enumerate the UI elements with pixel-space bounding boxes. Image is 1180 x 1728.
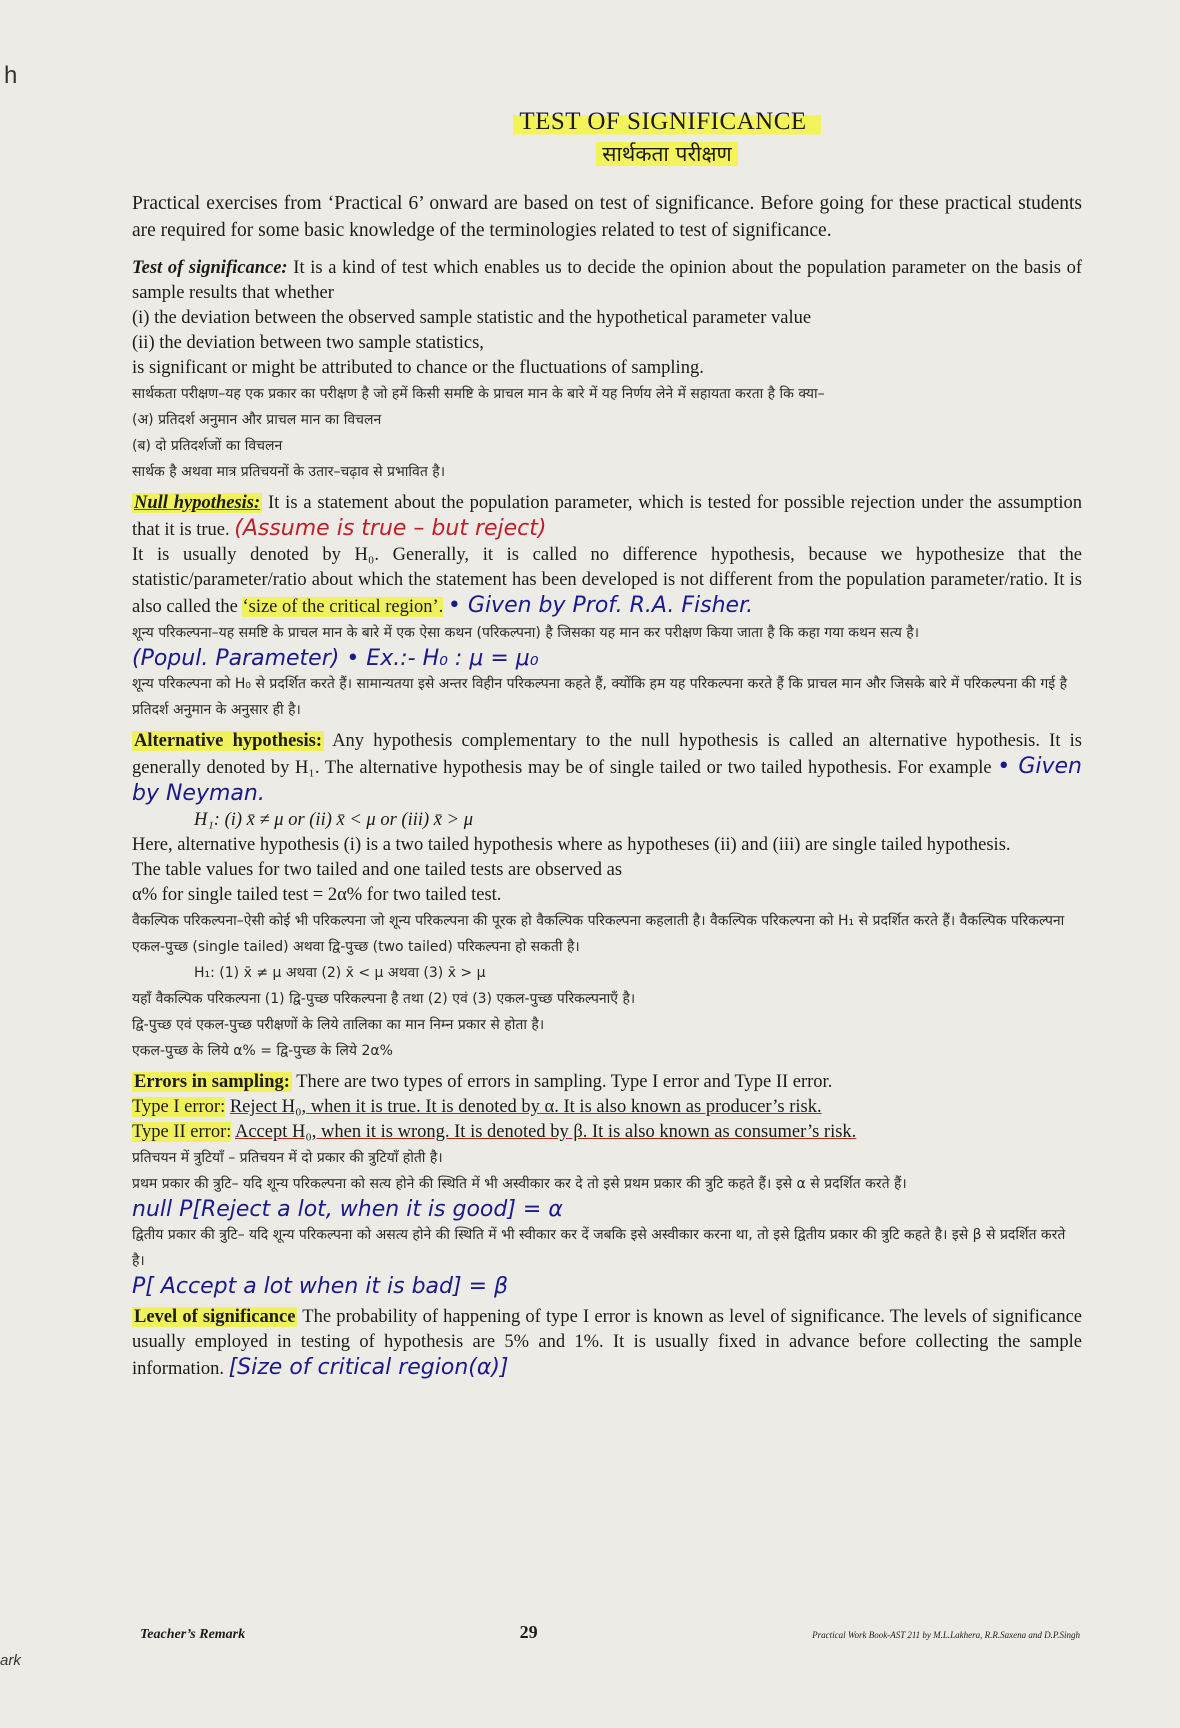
book-credit: Practical Work Book-AST 211 by M.L.Lakhera, R.R.Saxena and D.P.Singh (812, 1630, 1080, 1640)
null-size-phrase: ‘size of the critical region’. (242, 597, 444, 617)
page-title-hindi: सार्थकता परीक्षण (252, 140, 1082, 168)
null-text-2: It is usually denoted by H₀. Generally, it is called no difference hypothesis, because we hypothesize that the statistic/parameter/ratio about which the statement has been developed is not different from the population parameter/ratio. It is also called the (132, 545, 1082, 617)
null-hypothesis-section (132, 491, 1082, 723)
errors-term: Errors in sampling: (134, 1072, 290, 1092)
title-block (252, 108, 1082, 168)
margin-letter-top: h (4, 62, 18, 89)
page-number: 29 (519, 1622, 538, 1642)
intro-paragraph: Practical exercises from ‘Practical 6’ onward are based on test of significance. Before going for these practical students are required for some basic knowledge of the terminologies related to test of significance. (132, 193, 1082, 241)
level-of-significance-section (132, 1305, 1082, 1382)
tos-text: It is a kind of test which enables us to decide the opinion about the population parameter on the basis of sample results that whether (132, 258, 1083, 303)
alt-text-4: α% for single tailed test = 2α% for two tailed test. (132, 885, 502, 905)
page-title: TEST OF SIGNIFICANCE (513, 108, 820, 136)
errors-hindi-1: प्रतिचयन में त्रुटियाँ – प्रतिचयन में दो प्रकार की त्रुटियाँ होती है। (132, 1150, 443, 1166)
tos-hindi-2: (अ) प्रतिदर्श अनुमान और प्राचल मान का विचलन (132, 412, 382, 428)
test-of-significance-section (132, 256, 1082, 485)
alt-hindi-formula: H₁: (1) x̄ ≠ μ अथवा (2) x̄ < μ अथवा (3) x̄ > μ (194, 965, 486, 981)
alt-handwritten-note: • Given by Neyman. (132, 754, 1082, 806)
type1-term: Type I error: (132, 1097, 226, 1117)
alternative-hypothesis-section (132, 729, 1082, 1064)
tos-item-2: (ii) the deviation between two sample statistics, (132, 333, 484, 353)
los-handwritten-note: [Size of critical region(α)] (228, 1355, 509, 1380)
type2-text: Accept H₀, when it is wrong. It is denoted by β. It is also known as consumer’s risk. (234, 1122, 857, 1142)
null-handwritten-note-2: • Given by Prof. R.A. Fisher. (447, 593, 754, 618)
errors-hindi-2: प्रथम प्रकार की त्रुटि– यदि शून्य परिकल्पना को सत्य होने की स्थिति में भी अस्वीकार कर दे तो इसे प्रथम प्रकार की त्रुटि कहते हैं। इसे α से प्रदर्शित करते हैं। (132, 1176, 907, 1192)
tos-term: Test of significance: (132, 258, 288, 278)
alt-formula: H₁: (i) x̄ ≠ μ or (ii) x̄ < μ or (iii) x̄ > μ (194, 810, 474, 830)
los-term: Level of significance (134, 1307, 296, 1327)
errors-handwritten-note-2: P[ Accept a lot when it is bad] = β (132, 1274, 509, 1299)
errors-handwritten-note-1: null P[Reject a lot, when it is good] = α (132, 1197, 563, 1222)
null-hindi-1: शून्य परिकल्पना–यह समष्टि के प्राचल मान के बारे में एक ऐसा कथन (परिकल्पना) है जिसका यह मान कर परीक्षण किया जाता है कि कहा गया कथन सत्य है। (132, 625, 920, 641)
teacher-remark: Teacher’s Remark (140, 1627, 246, 1642)
alt-hindi-1: वैकल्पिक परिकल्पना–ऐसी कोई भी परिकल्पना जो शून्य परिकल्पना की पूरक हो वैकल्पिक परिकल्पना कहलाती है। वैकल्पिक परिकल्पना को H₁ से प्रदर्शित करते हैं। वैकल्पिक परिकल्पना एकल-पुच्छ (single tailed) अथवा द्वि-पुच्छ (two tailed) परिकल्पना हो सकती है। (132, 913, 1065, 955)
errors-hindi-3: द्वितीय प्रकार की त्रुटि– यदि शून्य परिकल्पना को असत्य होने की स्थिति में भी स्वीकार कर दें जबकि इसे अस्वीकार करना था, तो इसे द्वितीय प्रकार की त्रुटि कहते है। इसे β से प्रदर्शित करते है। (132, 1227, 1066, 1269)
type2-term: Type II error: (132, 1122, 232, 1142)
alt-text-2: Here, alternative hypothesis (i) is a two tailed hypothesis where as hypotheses (ii) and (iii) are single tailed hypothesis. (132, 835, 1011, 855)
alt-text-1: Any hypothesis complementary to the null hypothesis is called an alternative hypothesis. It is generally denoted by H₁. The alternative hypothesis may be of single tailed or two tailed hypothesis. For example (132, 731, 1082, 778)
errors-text: There are two types of errors in sampling. Type I error and Type II error. (296, 1072, 833, 1092)
alt-term: Alternative hypothesis: (134, 731, 323, 751)
page-footer (140, 1622, 1080, 1643)
alt-text-3: The table values for two tailed and one tailed tests are observed as (132, 860, 623, 880)
null-hindi-2: शून्य परिकल्पना को H₀ से प्रदर्शित करते हैं। सामान्यतया इसे अन्तर विहीन परिकल्पना कहते हैं, क्योंकि हम यह परिकल्पना करते हैं कि प्राचल मान और जिसके बारे में परिकल्पना की गई है प्रतिदर्श अनुमान के अनुसार ही है। (132, 676, 1068, 718)
null-handwritten-note-1: (Assume is true – but reject) (234, 516, 547, 541)
null-handwritten-note-3: (Popul. Parameter) • Ex.:- H₀ : μ = μ₀ (132, 646, 539, 671)
tos-hindi-3: (ब) दो प्रतिदर्शजों का विचलन (132, 438, 283, 454)
alt-hindi-4: एकल-पुच्छ के लिये α% = द्वि-पुच्छ के लिये 2α% (132, 1043, 393, 1059)
null-text-1: It is a statement about the population parameter, which is tested for possible rejection under the assumption that it is true. (132, 493, 1082, 540)
alt-hindi-2: यहाँ वैकल्पिक परिकल्पना (1) द्वि-पुच्छ परिकल्पना है तथा (2) एवं (3) एकल-पुच्छ परिकल्पनाएँ है। (132, 991, 636, 1007)
tos-hindi-1: सार्थकता परीक्षण–यह एक प्रकार का परीक्षण है जो हमें किसी समष्टि के प्राचल मान के बारे में यह निर्णय लेने में सहायता करता है कि क्या– (132, 386, 825, 402)
null-term: Null hypothesis: (134, 493, 261, 513)
errors-section (132, 1070, 1082, 1299)
type1-text: Reject H₀, when it is true. It is denoted by α. It is also known as producer’s risk. (229, 1097, 822, 1117)
page-content (132, 108, 1082, 1382)
alt-hindi-3: द्वि-पुच्छ एवं एकल-पुच्छ परीक्षणों के लिये तालिका का मान निम्न प्रकार से होता है। (132, 1017, 545, 1033)
tos-conclusion: is significant or might be attributed to chance or the fluctuations of sampling. (132, 358, 704, 378)
tos-hindi-4: सार्थक है अथवा मात्र प्रतिचयनों के उतार–चढ़ाव से प्रभावित है। (132, 464, 445, 480)
tos-item-1: (i) the deviation between the observed sample statistic and the hypothetical parameter value (132, 308, 812, 328)
los-text: The probability of happening of type I error is known as level of significance. The levels of significance usually employed in testing of hypothesis are 5% and 1%. It is usually fixed in advance before collecting the sample information. (132, 1307, 1082, 1379)
margin-letter-bottom: ark (0, 1652, 21, 1669)
